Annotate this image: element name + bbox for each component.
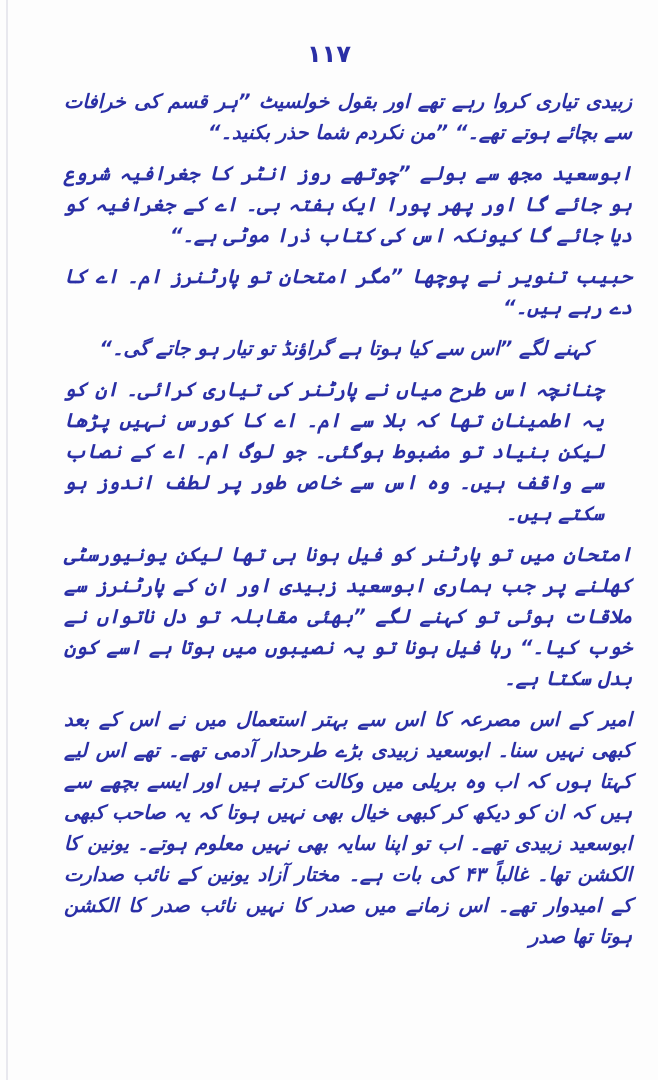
page-edge <box>6 0 8 1080</box>
paragraph-4: کہنے لگے ”اس سے کیا ہوتا ہے گراؤنڈ تو تیار ہو جاتے گی۔“ <box>99 337 592 360</box>
paragraph-1: زبیدی تیاری کروا رہے تھے اور بقول خولسیٹ ”ہر قسم کی خرافات سے بچائے ہوتے تھے۔“ ”من نکردم شما حذر بکنید۔“ <box>64 90 632 144</box>
paragraph-3: حبیب تنویر نے پوچھا ”مگر امتحان تو پارٹنرز ام۔ اے کا دے رہے ہیں۔“ <box>64 265 632 319</box>
paragraph-7: امیر کے اس مصرعہ کا اس سے بہتر استعمال میں نے اس کے بعد کبھی نہیں سنا۔ ابوسعید زبیدی بڑے طرحدار آدمی تھے۔ تھے اس لیے کہتا ہوں کہ اب وہ بریلی میں وکالت کرتے ہیں اور ایسے بچھے سے ہیں کہ ان کو دیکھ کر کبھی خیال بھی نہیں ہوتا کہ یہ صاحب کبھی ابوسعید زبیدی تھے۔ اب تو اپنا سایہ بھی نہیں معلوم ہوتے۔ یونین کا الکشن تھا۔ غالباً ۴۳ کی بات ہے۔ مختار آزاد یونین کے نائب صدارت کے امیدوار تھے۔ اس زمانے میں صدر کا نہیں نائب صدر کا الکشن ہوتا تھا صدر <box>64 708 632 948</box>
page-number: ١١٧ <box>307 40 351 68</box>
paragraph-5: چنانچہ اس طرح میاں نے پارٹنر کی تیاری کرائی۔ ان کو یہ اطمینان تھا کہ بلا سے ام۔ اے کا کورس نہیں پڑھا لیکن بنیاد تو مضبوط ہوگئی۔ جو لوگ ام۔ اے کے نصاب سے واقف ہیں۔ وہ اس سے خاص طور پر لطف اندوز ہو سکتے ہیں۔ <box>64 378 604 525</box>
paragraph-6: امتحان میں تو پارٹنر کو فیل ہونا ہی تھا لیکن یونیورسٹی کھلنے پر جب ہماری ابوسعید زبیدی اور ان کے پارٹنرز سے ملاقات ہوئی تو کہنے لگے ”بھئی مقابلہ تو دل ناتواں نے خوب کیا۔“ رہا فیل ہونا تو یہ نصیبوں میں ہوتا ہے اسے کون بدل سکتا ہے۔ <box>64 543 632 690</box>
paragraph-2: ابوسعید مجھ سے بولے ”چوتھے روز انٹر کا جغرافیہ شروع ہو جائے گا اور پھر پورا ایک ہفتہ بی۔ اے کے جغرافیہ کو دیا جائے گا کیونکہ اس کی کتاب ذرا موٹی ہے۔“ <box>64 162 632 247</box>
page-body <box>64 86 632 962</box>
